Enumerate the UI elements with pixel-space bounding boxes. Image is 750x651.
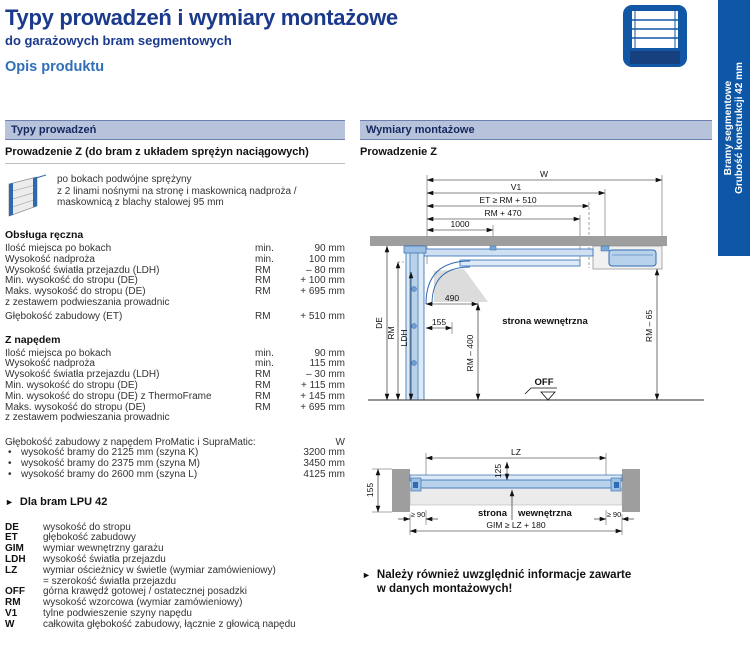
powered-table [5, 349, 345, 425]
page-title: Typy prowadzeń i wymiary montażowe [5, 5, 398, 30]
ceiling-slab [370, 236, 667, 246]
mounting-note [362, 568, 631, 596]
dim-label-rm: RM [386, 326, 396, 340]
dim-label-1000: 1000 [450, 219, 470, 229]
legend-row: OFF górna krawędź gotowej / ostatecznej posadzki [5, 586, 248, 598]
edge-tab-line2: Grubość konstrukcji 42 mm [734, 62, 745, 194]
dim-label-rm65: RM – 65 [644, 309, 654, 343]
table-row: z zestawem podwieszania prowadnic [5, 296, 170, 308]
legend-row: = szerokość światła przejazdu [43, 575, 177, 587]
spring-note-line3: maskownicą z blachy stalowej 95 mm [57, 197, 224, 208]
spring-info [5, 172, 345, 218]
dim-label-155: 155 [365, 482, 375, 498]
spring-note-line2: z 2 linami nośnymi na stronę i maskownicą nadproża / [57, 185, 297, 197]
dim-label-490: 490 [444, 293, 460, 303]
legend-row: GIM wymiar wewnętrzny garażu [5, 543, 164, 555]
drive-head [609, 250, 656, 266]
table-row: Maks. wysokość do stropu (DE) RM + 695 mm [5, 401, 345, 413]
table-row: Maks. wysokość do stropu (DE) RM + 695 mm [5, 286, 345, 298]
sectional-door-icon [622, 4, 688, 68]
side-section-diagram [360, 164, 712, 414]
bullet-icon: • [8, 447, 12, 459]
left-column [5, 120, 345, 651]
table-row: z zestawem podwieszania prowadnic [5, 412, 170, 424]
wall-left [392, 469, 410, 512]
dim-label-ge90-left: ≥ 90 [410, 510, 426, 519]
table-row: Wysokość nadproża min. 115 mm [5, 358, 345, 370]
list-item: • wysokość bramy do 2375 mm (szyna M) 3450 mm [5, 459, 345, 470]
lpu-note: ► Dla bram LPU 42 [5, 495, 108, 508]
legend-row: LZ wymiar ościeżnicy w świetle (wymiar zamówieniowy) [5, 564, 276, 576]
table-row: Wysokość światła przejazdu (LDH) RM – 80 mm [5, 264, 345, 276]
dim-label-rm400: RM – 400 [465, 334, 475, 372]
dim-label-et: ET ≥ RM + 510 [479, 195, 537, 205]
dim-label-de: DE [374, 317, 384, 329]
dim-label-w: W [539, 169, 549, 179]
bullet-icon: • [8, 468, 12, 480]
dim-label-gim: GIM ≥ LZ + 180 [486, 520, 546, 530]
table-row: Wysokość światła przejazdu (LDH) RM – 30 mm [5, 369, 345, 381]
divider [5, 163, 345, 164]
dim-label-lz: LZ [511, 447, 521, 457]
edge-tab [718, 0, 750, 256]
inner-side-label-left: strona [477, 508, 507, 519]
dim-label-155: 155 [431, 317, 447, 327]
track-z-heading: Prowadzenie Z (do bram z układem sprężyn naciągowych) [5, 146, 309, 158]
legend-row: ET głębokość zabudowy [5, 532, 136, 544]
arrow-right-icon: ► [362, 570, 371, 580]
note-line2: w danych montażowych! [376, 583, 513, 595]
spring-note-line1: po bokach podwójne sprężyny [57, 174, 192, 185]
depth-header: Głębokość zabudowy z napędem ProMatic i SupraMatic: W [5, 437, 345, 449]
depth-list [5, 448, 345, 480]
list-item: • wysokość bramy do 2600 mm (szyna L) 4125 mm [5, 470, 345, 481]
inner-side-label: strona wewnętrzna [502, 316, 588, 327]
section-label: Opis produktu [5, 59, 105, 75]
note-line1: Należy również uwzględnić informacje zawarte [376, 569, 632, 581]
table-row: Ilość miejsca po bokach min. 90 mm [5, 347, 345, 359]
table-row: Min. wysokość do stropu (DE) z ThermoFrame RM + 145 mm [5, 390, 345, 402]
legend-row: V1 tylne podwieszenie szyny napędu [5, 607, 192, 619]
plan-section-diagram [360, 438, 712, 538]
table-row: Ilość miejsca po bokach min. 90 mm [5, 243, 345, 254]
dim-label-125: 125 [493, 463, 503, 479]
right-column [360, 120, 712, 651]
door-plan [410, 475, 622, 505]
list-item: • wysokość bramy do 2125 mm (szyna K) 3200 mm [5, 448, 345, 459]
legend-row: LDH wysokość światła przejazdu [5, 553, 166, 565]
section-bar-track-types: Typy prowadzeń [5, 120, 345, 140]
dim-label-ldh: LDH [399, 329, 409, 347]
horizontal-tracks [418, 246, 609, 266]
track-gusset [434, 269, 488, 302]
door-perspective-icon [5, 172, 47, 218]
manual-table [5, 244, 345, 323]
mounting-z-heading: Prowadzenie Z [360, 146, 438, 158]
table-row: Głębokość zabudowy (ET) RM + 510 mm [5, 310, 345, 322]
dim-label-v1: V1 [510, 182, 522, 192]
legend-row: W całkowita głębokość zabudowy, łącznie z głowicą napędu [5, 618, 296, 630]
wall-right [622, 469, 640, 512]
dimension-lines [387, 180, 662, 400]
manual-title: Obsługa ręczna [5, 229, 84, 241]
edge-tab-line1: Bramy segmentowe [723, 80, 734, 176]
bullet-icon: • [8, 457, 12, 469]
legend-row: DE wysokość do stropu [5, 521, 131, 533]
table-row: Wysokość nadproża min. 100 mm [5, 253, 345, 265]
dim-label-ge90-right: ≥ 90 [606, 510, 622, 519]
legend-row: RM wysokość wzorcowa (wymiar zamówieniowy) [5, 597, 243, 609]
arrow-right-icon: ► [5, 496, 14, 507]
dim-label-rm470: RM + 470 [484, 208, 522, 218]
inner-side-label-right: wewnętrzna [518, 508, 572, 519]
door-assembly [404, 246, 426, 400]
section-bar-mounting-dims: Wymiary montażowe [360, 120, 712, 140]
page-subtitle: do garażowych bram segmentowych [5, 33, 232, 48]
off-label: OFF [534, 377, 554, 388]
off-level-symbol [525, 388, 557, 400]
table-row: Min. wysokość do stropu (DE) RM + 100 mm [5, 275, 345, 287]
abbreviation-legend [5, 523, 345, 631]
powered-title: Z napędem [5, 333, 61, 346]
table-row: Min. wysokość do stropu (DE) RM + 115 mm [5, 379, 345, 391]
